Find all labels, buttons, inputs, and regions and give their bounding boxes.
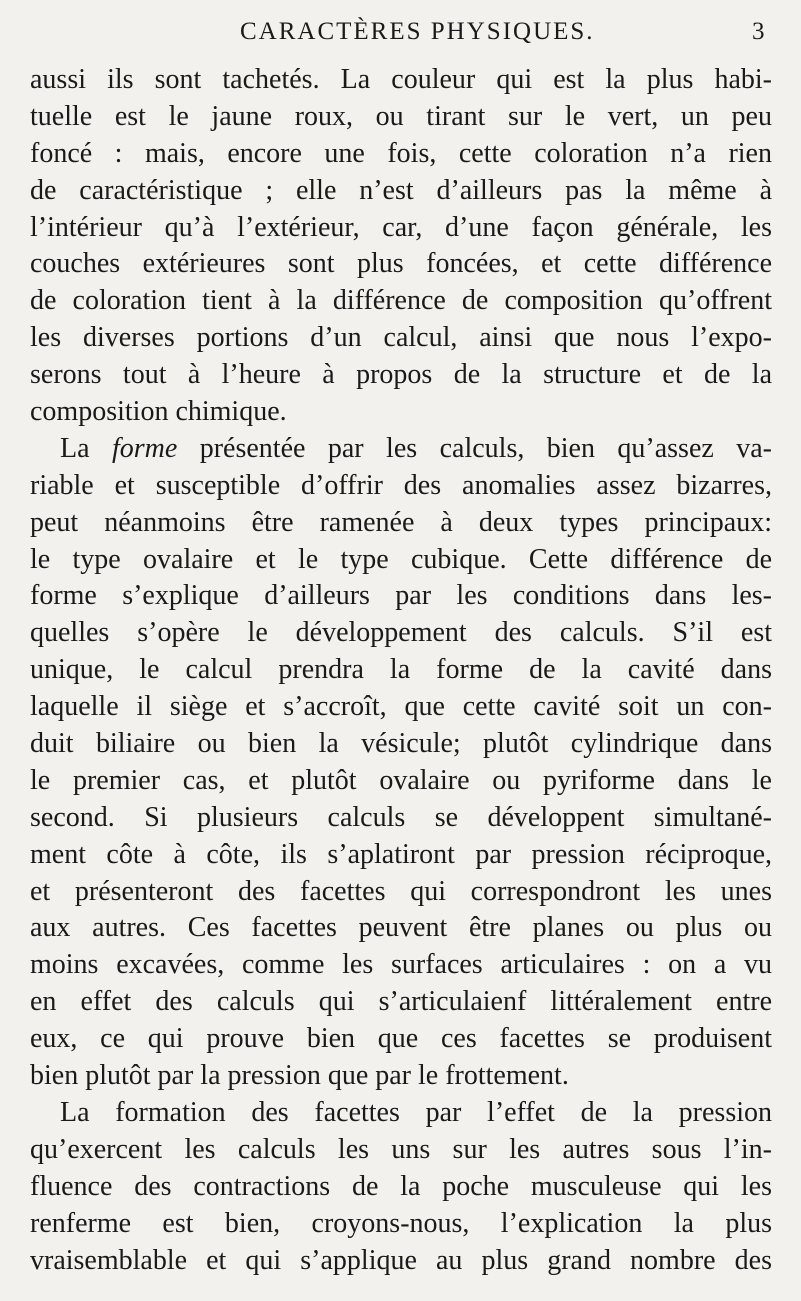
- text-line: les diverses portions d’un calcul, ainsi que nous l’expo-: [30, 322, 772, 354]
- text-line: couches extérieures sont plus foncées, et cette différence: [30, 248, 772, 280]
- text-line: moins excavées, comme les surfaces articulaires : on a vu: [30, 949, 772, 981]
- paragraph-end-line: bien plutôt par la pression que par le frottement.: [30, 1060, 569, 1092]
- text-line: vraisemblable et qui s’applique au plus grand nombre des: [30, 1244, 772, 1276]
- text-line: forme s’explique d’ailleurs par les conditions dans les-: [30, 580, 772, 612]
- body-text: [30, 62, 772, 1279]
- text-line: riable et susceptible d’offrir des anomalies assez bizarres,: [30, 469, 772, 501]
- paragraph-start-line: La forme présentée par les calculs, bien qu’assez va-: [60, 432, 772, 464]
- text-line: unique, le calcul prendra la forme de la cavité dans: [30, 654, 772, 686]
- emphasized-word: forme: [111, 432, 178, 464]
- text-line: en effet des calculs qui s’articulaienf littéralement entre: [30, 986, 772, 1018]
- text-line: qu’exercent les calculs les uns sur les autres sous l’in-: [30, 1133, 772, 1165]
- text-line: second. Si plusieurs calculs se développent simultané-: [30, 801, 772, 833]
- text-line: le premier cas, et plutôt ovalaire ou pyriforme dans le: [30, 764, 772, 796]
- paragraph-start-line: La formation des facettes par l’effet de la pression: [60, 1096, 772, 1128]
- text-line: de coloration tient à la différence de composition qu’offrent: [30, 285, 772, 317]
- text-line: duit biliaire ou bien la vésicule; plutôt cylindrique dans: [30, 728, 772, 760]
- text-line: peut néanmoins être ramenée à deux types principaux:: [30, 506, 772, 538]
- paragraph-end-line: composition chimique.: [30, 396, 287, 428]
- text-line: aux autres. Ces facettes peuvent être planes ou plus ou: [30, 912, 772, 944]
- text-line: ment côte à côte, ils s’aplatiront par pression réciproque,: [30, 838, 772, 870]
- text-line: foncé : mais, encore une fois, cette coloration n’a rien: [30, 137, 772, 169]
- page-number: 3: [752, 18, 765, 45]
- page-header: [0, 18, 801, 54]
- text-line: et présenteront des facettes qui correspondront les unes: [30, 875, 772, 907]
- text-line: l’intérieur qu’à l’extérieur, car, d’une façon générale, les: [30, 211, 772, 243]
- text-line: renferme est bien, croyons-nous, l’explication la plus: [30, 1207, 772, 1239]
- text-line: le type ovalaire et le type cubique. Cette différence de: [30, 543, 772, 575]
- text-line: quelles s’opère le développement des calculs. S’il est: [30, 617, 772, 649]
- text-line: eux, ce qui prouve bien que ces facettes se produisent: [30, 1023, 772, 1055]
- text-line: aussi ils sont tachetés. La couleur qui est la plus habi-: [30, 64, 772, 95]
- running-title: CARACTÈRES PHYSIQUES.: [240, 18, 595, 45]
- text-line: de caractéristique ; elle n’est d’ailleurs pas la même à: [30, 174, 772, 206]
- text-line: fluence des contractions de la poche musculeuse qui les: [30, 1170, 772, 1202]
- text-line: serons tout à l’heure à propos de la structure et de la: [30, 359, 772, 391]
- text-line: tuelle est le jaune roux, ou tirant sur le vert, un peu: [30, 100, 772, 132]
- text-line: laquelle il siège et s’accroît, que cette cavité soit un con-: [30, 691, 772, 723]
